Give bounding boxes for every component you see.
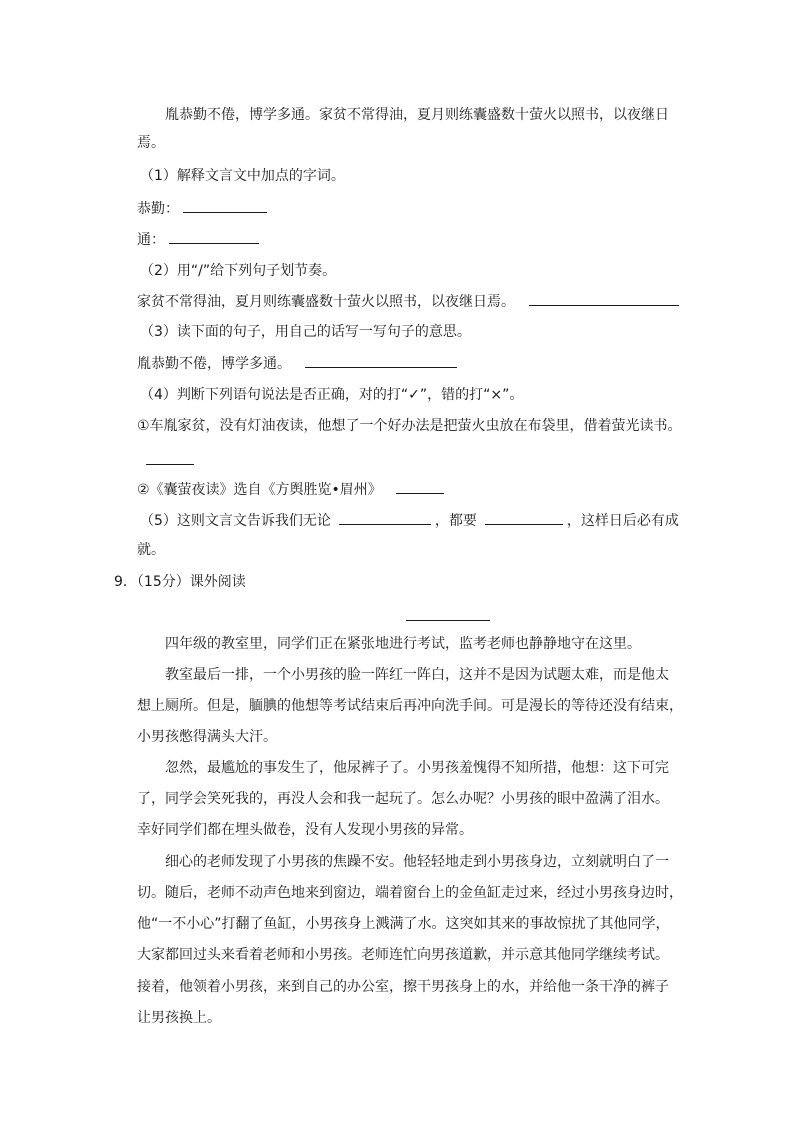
passage-line-1: 胤恭勤不倦，博学多通。家贫不常得油，夏月则练囊盛数十萤火以照书，以夜继日 xyxy=(165,107,669,123)
q2-prompt: （2）用“/”给下列句子划节奏。 xyxy=(140,263,337,279)
q1-item-2-blank[interactable] xyxy=(169,229,259,244)
q2-sentence xyxy=(137,291,683,312)
q9-title-blank[interactable] xyxy=(406,620,490,621)
q4-item-2 xyxy=(137,479,448,500)
q3-blank[interactable] xyxy=(305,353,457,368)
q9-p4-line-4: 大家都回过头来看着老师和小男孩。老师连忙向男孩道歉，并示意其他同学继续考试。 xyxy=(137,947,669,963)
q9-p2-line-3: 小男孩憋得满头大汗。 xyxy=(137,729,277,745)
q5-prompt-a: （5）这则文言文告诉我们无论 xyxy=(140,513,331,529)
q4-item-1: ①车胤家贫，没有灯油夜读，他想了一个好办法是把萤火虫放在布袋里，借着萤光读书。 xyxy=(137,418,682,434)
q1-prompt: （1）解释文言文中加点的字词。 xyxy=(140,168,345,184)
q4-item-1-blank[interactable] xyxy=(146,464,194,465)
q9-p4-line-6: 让男孩换上。 xyxy=(137,1010,221,1026)
q4-item-2-blank[interactable] xyxy=(396,479,444,494)
q2-blank[interactable] xyxy=(529,291,679,306)
q5-prompt-d: 就。 xyxy=(137,542,165,558)
q9-header: 9．（15分）课外阅读 xyxy=(114,574,246,590)
passage-line-2: 焉。 xyxy=(137,135,165,151)
q9-p2-line-1: 教室最后一排，一个小男孩的脸一阵红一阵白，这并不是因为试题太难，而是他太 xyxy=(165,667,669,683)
q5-blank-2[interactable] xyxy=(485,510,563,525)
q9-p1-line-1: 四年级的教室里，同学们正在紧张地进行考试，监考老师也静静地守在这里。 xyxy=(165,636,641,652)
q9-p4-line-1: 细心的老师发现了小男孩的焦躁不安。他轻轻地走到小男孩身边，立刻就明白了一 xyxy=(165,854,669,870)
q5-blank-1[interactable] xyxy=(339,510,431,525)
q3-prompt: （3）读下面的句子，用自己的话写一写句子的意思。 xyxy=(140,324,471,340)
q1-item-2-label: 通： xyxy=(137,232,165,248)
q2-sentence-text: 家贫不常得油，夏月则练囊盛数十萤火以照书，以夜继日焉。 xyxy=(137,294,515,310)
q1-item-1 xyxy=(137,198,271,219)
q3-sentence-text: 胤恭勤不倦，博学多通。 xyxy=(137,356,291,372)
q1-item-1-label: 恭勤： xyxy=(137,201,179,217)
q4-item-2-text: ②《囊萤夜读》选自《方舆胜览•眉州》 xyxy=(137,482,382,498)
q5-prompt-b: ，都要 xyxy=(434,513,477,529)
q4-prompt: （4）判断下列语句说法是否正确，对的打“✓”，错的打“×”。 xyxy=(140,387,524,403)
q9-p4-line-5: 接着，他领着小男孩，来到自己的办公室，擦干男孩身上的水，并给他一条干净的裤子 xyxy=(137,979,669,995)
q9-p4-line-3: 他“一不小心”打翻了鱼缸，小男孩身上溅满了水。这突如其来的事故惊扰了其他同学， xyxy=(137,916,670,932)
q9-p3-line-3: 幸好同学们都在埋头做卷，没有人发现小男孩的异常。 xyxy=(137,822,473,838)
q3-sentence xyxy=(137,353,461,374)
q9-p4-line-2: 切。随后，老师不动声色地来到窗边，端着窗台上的金鱼缸走过来，经过小男孩身边时， xyxy=(137,885,683,901)
q9-p3-line-2: 了，同学会笑死我的，再没人会和我一起玩了。怎么办呢？小男孩的眼中盈满了泪水。 xyxy=(137,791,669,807)
q1-item-1-blank[interactable] xyxy=(183,198,267,213)
q5-prompt-line xyxy=(140,510,679,531)
q9-p2-line-2: 想上厕所。但是，腼腆的他想等考试结束后再冲向洗手间。可是漫长的等待还没有结束， xyxy=(137,698,683,714)
q1-item-2 xyxy=(137,229,263,250)
q5-prompt-c: ，这样日后必有成 xyxy=(566,513,679,529)
q9-p3-line-1: 忽然，最尴尬的事发生了，他尿裤子了。小男孩羞愧得不知所措，他想：这下可完 xyxy=(165,760,669,776)
